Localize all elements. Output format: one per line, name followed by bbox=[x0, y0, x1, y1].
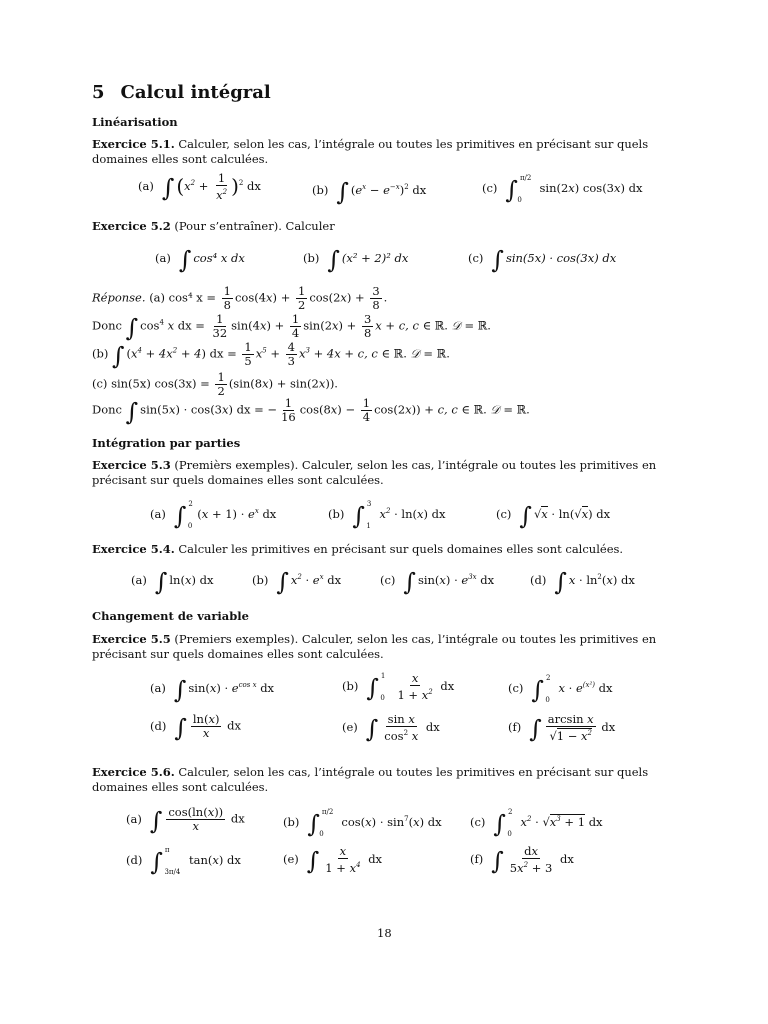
answer-line-2: Donc ∫ $\cos^4 x$ dx = $\frac{1}{32}$ sin(4x) + $\frac{1}{4}$ sin(2x) + $\frac{3}{8}$ x + c, c ∈ ℝ. 𝒟 = ℝ. bbox=[92, 312, 491, 342]
exercise-5-2-c: (c) ∫ sin(5x) · cos(3x) dx bbox=[468, 246, 617, 274]
exercise-5-2-heading: Exercice 5.2 bbox=[92, 219, 171, 233]
item-label: (a) bbox=[155, 251, 171, 265]
section-heading bbox=[92, 82, 271, 103]
exercise-5-5-a: (a) ∫ $\sin(x) \cdot e^{cos x}$ dx bbox=[150, 676, 275, 704]
item-label: (b) bbox=[342, 678, 359, 693]
exercise-5-1-c: (c) ∫ $^{\pi/2}_0$ sin(2x) cos(3x) dx bbox=[482, 174, 643, 204]
item-label: (d) bbox=[126, 853, 143, 867]
item-label: (a) bbox=[150, 681, 166, 695]
exercise-5-1-statement bbox=[92, 137, 676, 167]
answer-label: Réponse. bbox=[92, 290, 146, 305]
item-label: (a) bbox=[126, 811, 142, 826]
exercise-5-4-b: (b) ∫ $x^2 \cdot e^x$ dx bbox=[252, 568, 342, 596]
exercise-5-2-paren: (Pour s’entraîner). bbox=[174, 219, 282, 233]
exercise-5-6-f: (f) ∫ $\frac{dx}{5x^2 + 3}$ dx bbox=[470, 844, 574, 875]
section-number: 5 bbox=[92, 82, 105, 103]
item-label: (a) bbox=[150, 507, 166, 521]
exercise-5-3-c: (c) ∫ √x · ln(√x) dx bbox=[496, 502, 611, 530]
expression: cos⁴ x dx bbox=[193, 251, 245, 265]
exercise-5-1-a: (a) ∫ ($x^2$ + $\frac{1}{x^2}$ )$^2$ dx bbox=[138, 171, 261, 202]
exercise-5-3-statement bbox=[92, 458, 676, 488]
answer-line-5: Donc ∫ sin(5x) · cos(3x) dx = − $\frac{1}{16}$ cos(8x) − $\frac{1}{4}$ cos(2x)) + c, c ∈ ℝ. 𝒟 = ℝ. bbox=[92, 396, 530, 426]
exercise-5-5-statement bbox=[92, 632, 676, 662]
exercise-5-2-statement bbox=[92, 219, 676, 234]
section-title: Calcul intégral bbox=[120, 82, 271, 103]
exercise-5-2-text: Calculer bbox=[285, 219, 335, 233]
item-label: (c) bbox=[496, 507, 512, 521]
exercise-5-5-paren: (Premiers exemples). bbox=[174, 632, 299, 646]
exercise-5-1-b: (b) ∫ $(e^x - e^{-x})^2$ dx bbox=[312, 178, 427, 206]
exercise-5-6-b: (b) ∫ $^{\pi/2}_0$ $\cos(x) \cdot \sin^7(x)$ dx bbox=[283, 808, 442, 838]
exercise-5-6-e: (e) ∫ $\frac{x}{1 + x^4}$ dx bbox=[283, 844, 383, 875]
item-label: (f) bbox=[508, 719, 522, 734]
answer-text: Donc bbox=[92, 318, 122, 333]
item-label: (a) bbox=[138, 178, 154, 193]
exercise-5-3-text: Calculer, selon les cas, l’intégrale ou toutes les primitives en précisant sur quels domaines elles sont calculées. bbox=[92, 458, 657, 487]
item-label: (f) bbox=[470, 851, 484, 866]
item-label: (c) bbox=[380, 573, 396, 587]
item-label: (b) bbox=[303, 251, 320, 265]
exercise-5-6-a: (a) ∫ $\frac{\cos(\ln(x))}{x}$ dx bbox=[126, 805, 245, 835]
exercise-5-2-a: (a) ∫ cos⁴ x dx bbox=[155, 246, 245, 274]
item-label: (a) bbox=[131, 573, 147, 587]
item-label: (d) bbox=[150, 718, 167, 733]
exercise-5-5-text: Calculer, selon les cas, l’intégrale ou toutes les primitives en précisant sur quels domaines elles sont calculées. bbox=[92, 632, 657, 661]
item-label: (d) bbox=[530, 573, 547, 587]
exercise-5-6-statement bbox=[92, 765, 676, 795]
answer-line-4: (c) sin(5x) cos(3x) = $\frac{1}{2}$ (sin(8x) + sin(2x)). bbox=[92, 370, 338, 398]
exercise-5-5-e: (e) ∫ $\frac{\text{sin x}}{\cos^2 x}$ dx bbox=[342, 712, 440, 743]
item-label: (b) bbox=[252, 573, 269, 587]
item-label: (b) bbox=[283, 815, 300, 829]
exercise-5-1-text: Calculer, selon les cas, l’intégrale ou toutes les primitives en précisant sur quels domaines elles sont calculées. bbox=[92, 137, 649, 166]
answer-text: (c) sin(5x) cos(3x) = bbox=[92, 376, 214, 391]
subsection-ipp: Intégration par parties bbox=[92, 436, 241, 450]
exercise-5-5-c: (c) ∫ $^2_0$ $x \cdot e^{(x^2)}$ dx bbox=[508, 674, 613, 704]
answer-text: Donc bbox=[92, 402, 122, 417]
exercise-5-3-b: (b) ∫ $^3_1$ $x^2 \cdot \ln(x)$ dx bbox=[328, 500, 446, 530]
item-label: (b) bbox=[312, 183, 329, 197]
answer-text: (a) cos⁴ x = bbox=[149, 290, 220, 305]
exercise-5-5-f: (f) ∫ $\frac{\text{arcsin x}}{√1 - x^2}$ dx bbox=[508, 712, 616, 743]
exercise-5-6-c: (c) ∫ $^2_0$ $x^2 \cdot √x^3 + 1$ dx bbox=[470, 808, 603, 838]
exercise-5-3-a: (a) ∫ $^2_0(x + 1) \cdot e^x$ dx bbox=[150, 500, 277, 530]
subsection-linearisation: Linéarisation bbox=[92, 115, 178, 129]
exercise-5-4-text: Calculer les primitives en précisant sur quels domaines elles sont calculées. bbox=[178, 542, 624, 556]
item-label: (c) bbox=[508, 681, 524, 695]
exercise-5-5-b: (b) ∫ $^1_0$ $\frac{x}{1 + x^2}$ dx bbox=[342, 671, 455, 702]
exercise-5-4-c: (c) ∫ $\sin(x) \cdot e^{3x}$ dx bbox=[380, 568, 495, 596]
exercise-5-5-heading: Exercice 5.5 bbox=[92, 632, 171, 646]
item-label: (e) bbox=[342, 719, 358, 734]
exercise-5-3-heading: Exercice 5.3 bbox=[92, 458, 171, 472]
answer-line-1: Réponse. (a) cos⁴ x = $\frac{1}{8}$ cos(4x) + $\frac{1}{2}$ cos(2x) + $\frac{3}{8}$ . bbox=[92, 284, 388, 312]
item-label: (c) bbox=[482, 181, 498, 195]
page-number: 18 bbox=[377, 926, 392, 940]
exercise-5-2-b: (b) ∫ (x² + 2)² dx bbox=[303, 246, 409, 274]
exercise-5-4-d: (d) ∫ $x \cdot \ln^2(x)$ dx bbox=[530, 568, 635, 596]
exercise-5-4-a: (a) ∫ ln(x) dx bbox=[131, 568, 214, 596]
exercise-5-4-statement bbox=[92, 542, 676, 557]
expression: sin(5x) · cos(3x) dx bbox=[505, 251, 617, 265]
item-label: (c) bbox=[468, 251, 484, 265]
item-label: (c) bbox=[470, 815, 486, 829]
item-label: (e) bbox=[283, 851, 299, 866]
exercise-5-5-d: (d) ∫ $\frac{\ln(x)}{x}$ dx bbox=[150, 712, 241, 742]
exercise-5-4-heading: Exercice 5.4. bbox=[92, 542, 175, 556]
answer-text: (b) bbox=[92, 346, 109, 361]
item-label: (b) bbox=[328, 507, 345, 521]
exercise-5-3-paren: (Premièrs exemples). bbox=[174, 458, 299, 472]
answer-line-3: (b) ∫ $(x^4 + 4x^2 + 4)$ dx = $\frac{1}{5}$ $x^5$ + $\frac{4}{3}$ $x^3 + 4x + c$, c ∈ ℝ. 𝒟 = ℝ. bbox=[92, 340, 450, 370]
subsection-changement: Changement de variable bbox=[92, 609, 249, 623]
exercise-5-6-d: (d) ∫ $^\pi_{3\pi/4}$ tan(x) dx bbox=[126, 846, 241, 876]
exercise-5-6-text: Calculer, selon les cas, l’intégrale ou toutes les primitives en précisant sur quels domaines elles sont calculées. bbox=[92, 765, 649, 794]
exercise-5-1-heading: Exercice 5.1. bbox=[92, 137, 175, 151]
expression: (x² + 2)² dx bbox=[341, 251, 409, 265]
exercise-5-6-heading: Exercice 5.6. bbox=[92, 765, 175, 779]
